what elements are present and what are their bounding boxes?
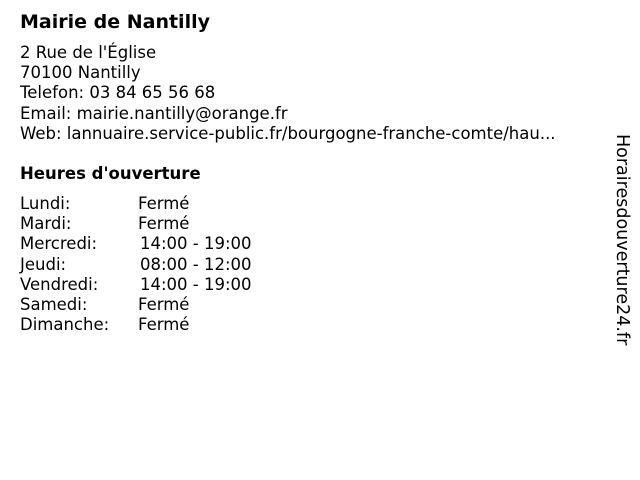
hours-row-friday	[20, 275, 300, 295]
day-label: Mercredi:	[20, 234, 98, 254]
hours-row-wednesday	[20, 234, 300, 254]
hours-row-saturday	[20, 295, 300, 315]
day-hours: 08:00 - 12:00	[140, 254, 252, 274]
day-hours: 14:00 - 19:00	[140, 234, 252, 254]
email-address: Email: mairie.nantilly@orange.fr	[20, 103, 288, 123]
day-label: Mardi:	[20, 214, 72, 234]
address-city: 70100 Nantilly	[20, 63, 141, 83]
hours-row-thursday	[20, 255, 300, 275]
website-url: Web: lannuaire.service-public.fr/bourgogne-franche-comte/hau...	[20, 123, 556, 143]
hours-heading: Heures d'ouverture	[20, 164, 201, 183]
hours-table	[20, 194, 300, 335]
day-hours: 14:00 - 19:00	[140, 274, 252, 294]
address-street: 2 Rue de l'Église	[20, 43, 157, 62]
hours-row-monday	[20, 194, 300, 214]
day-hours: Fermé	[138, 194, 190, 213]
page-title: Mairie de Nantilly	[20, 11, 210, 33]
site-watermark: Horairesdouverture24.fr	[612, 134, 632, 346]
day-label: Lundi:	[20, 194, 71, 213]
hours-row-sunday	[20, 315, 300, 335]
day-label: Samedi:	[20, 294, 88, 314]
day-label: Vendredi:	[20, 274, 99, 294]
day-label: Jeudi:	[20, 254, 67, 274]
contact-block	[20, 43, 556, 144]
hours-row-tuesday	[20, 214, 300, 234]
day-hours: Fermé	[138, 294, 190, 314]
day-label: Dimanche:	[20, 315, 110, 335]
phone-number: Telefon: 03 84 65 56 68	[20, 83, 216, 103]
day-hours: Fermé	[138, 315, 190, 335]
day-hours: Fermé	[138, 214, 190, 234]
